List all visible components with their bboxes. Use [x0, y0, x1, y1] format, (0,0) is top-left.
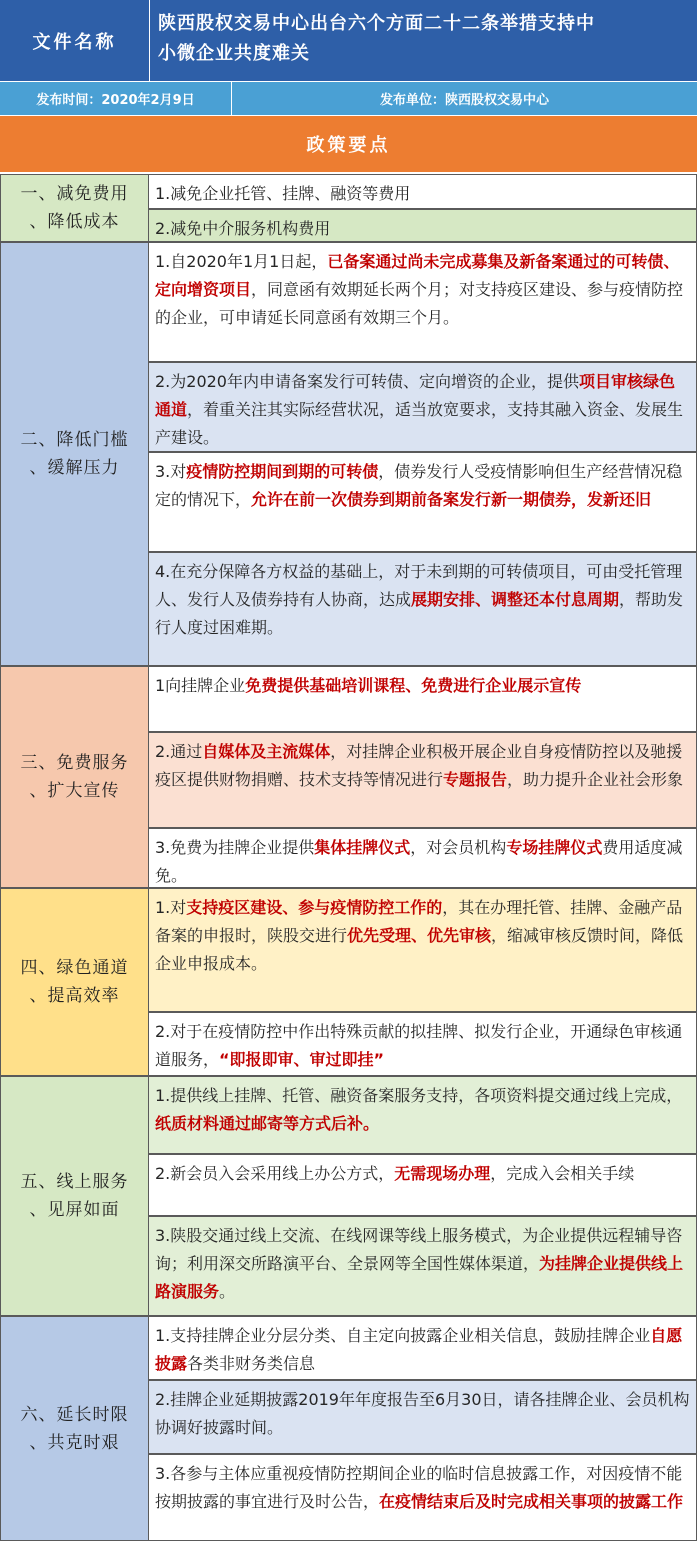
- item-text: 3.免费为挂牌企业提供: [155, 838, 315, 857]
- section-6-item-3: [149, 1454, 697, 1541]
- section-6-label-line-1: 六、延长时限: [20, 1404, 129, 1425]
- item-text: 2.对于在疫情防控中作出特殊贡献的拟挂牌、拟发行企业，开通绿色审核通道服务，: [155, 1022, 683, 1069]
- item-text: 费用适度减免。: [155, 838, 683, 885]
- section-2-item-1: [149, 242, 697, 362]
- item-text: 1.自2020年1月1日起，: [155, 252, 328, 271]
- section-5-item-1: [149, 1076, 697, 1154]
- item-highlight: 疫情防控期间到期的可转债: [186, 462, 379, 481]
- item-highlight: 支持疫区建设、参与疫情防控工作的: [186, 898, 443, 917]
- item-text: ，着重关注其实际经营状况，适当放宽要求，支持其融入资金、发展生产建设。: [155, 400, 684, 447]
- item-text: 2.新会员入会采用线上办公方式，: [155, 1164, 395, 1183]
- item-highlight: 无需现场办理: [394, 1164, 491, 1183]
- section-3-label-line-2: 、扩大宣传: [29, 781, 120, 801]
- section-5-item-3: [149, 1216, 697, 1316]
- item-highlight: 专场挂牌仪式: [506, 838, 603, 857]
- item-text: 1.对: [155, 898, 187, 917]
- item-text: 4.在充分保障各方权益的基础上，对于未到期的可转债项目，可由受托管理人、发行人及债券持有人协商，达成: [155, 562, 683, 609]
- item-highlight: 集体挂牌仪式: [314, 838, 411, 857]
- section-5-item-2: [149, 1154, 697, 1216]
- section-1-label-line-2: 、降低成本: [29, 212, 120, 232]
- section-4-label-line-1: 四、绿色通道: [20, 958, 129, 978]
- item-highlight: 已备案通过尚未完成募集及新备案通过的可转债、定向增资项目: [155, 252, 680, 299]
- publish-date: [0, 82, 232, 116]
- item-highlight: 免费提供基础培训课程、免费进行企业展示宣传: [245, 676, 582, 695]
- item-text: ，助力提升企业社会形象: [507, 770, 684, 789]
- file-name-label: [0, 0, 150, 82]
- item-text: ，对挂牌企业积极开展企业自身疫情防控以及驰援疫区提供财物捐赠、技术支持等情况进行: [155, 742, 683, 789]
- item-text: 1.提供线上挂牌、托管、融资备案服务支持，各项资料提交通过线上完成，: [155, 1086, 683, 1105]
- section-5-label-line-2: 、见屏如面: [29, 1200, 120, 1220]
- item-text: ，对会员机构: [410, 838, 507, 857]
- publish-date-text: 发布时间：2020年2月9日: [36, 93, 195, 108]
- item-text: ，帮助发行人度过困难期。: [155, 590, 684, 637]
- item-highlight: 专题报告: [443, 770, 508, 789]
- item-text: 2.通过: [155, 742, 203, 761]
- section-3-item-3: [149, 828, 697, 888]
- section-4-item-1: [149, 888, 697, 1012]
- section-2-item-2: [149, 362, 697, 452]
- section-3-label: [0, 666, 149, 888]
- section-6-item-2: [149, 1380, 697, 1454]
- section-2-label: [0, 242, 149, 666]
- item-highlight: 优先受理、优先审核: [347, 926, 492, 945]
- item-highlight: 为挂牌企业提供线上路演服务: [155, 1254, 684, 1301]
- section-6-item-1: [149, 1316, 697, 1380]
- policy-points-header-text: 政策要点: [306, 135, 391, 156]
- section-3-item-1: [149, 666, 697, 732]
- item-text: ，同意函有效期延长两个月；对支持疫区建设、参与疫情防控的企业，可申请延长同意函有效期三个月。: [155, 280, 684, 327]
- item-text: 2.减免中介服务机构费用: [155, 219, 331, 238]
- policy-points-header: [0, 116, 697, 174]
- item-text: 3.各参与主体应重视疫情防控期间企业的临时信息披露工作，对因疫情不能按期披露的事宜进行及时公告，: [155, 1464, 683, 1511]
- item-highlight: 允许在前一次债券到期前备案发行新一期债券，发新还旧: [251, 490, 652, 509]
- section-4-item-2: [149, 1012, 697, 1076]
- section-2-item-4: [149, 552, 697, 666]
- section-5-label-line-1: 五、线上服务: [20, 1172, 129, 1192]
- item-text: 1向挂牌企业: [155, 676, 246, 695]
- item-highlight: 自愿披露: [155, 1326, 683, 1373]
- item-text: ，完成入会相关手续: [490, 1164, 635, 1183]
- item-text: 1.减免企业托管、挂牌、融资等费用: [155, 184, 411, 203]
- item-text: 2.挂牌企业延期披露2019年年度报告至6月30日，请各挂牌企业、会员机构协调好披露时间。: [155, 1390, 690, 1437]
- section-4-label: [0, 888, 149, 1076]
- item-highlight: 展期安排、调整还本付息周期: [411, 590, 620, 609]
- section-3-item-2: [149, 732, 697, 828]
- item-highlight: 纸质材料通过邮寄等方式后补。: [155, 1114, 380, 1133]
- item-text: 1.支持挂牌企业分层分类、自主定向披露企业相关信息，鼓励挂牌企业: [155, 1326, 651, 1345]
- item-text: 2.为2020年内申请备案发行可转债、定向增资的企业，提供: [155, 372, 579, 391]
- document-title-line-2: 小微企业共度难关: [158, 43, 310, 64]
- section-2-label-line-2: 、缓解压力: [29, 458, 120, 478]
- section-5-label: [0, 1076, 149, 1316]
- section-1-item-1: [149, 174, 697, 209]
- item-text: ，缩减审核反馈时间，降低企业申报成本。: [155, 926, 684, 973]
- section-1-item-2: [149, 209, 697, 242]
- item-text: ，其在办理托管、挂牌、金融产品备案的申报时，陕股交进行: [155, 898, 683, 945]
- item-text: ，债券发行人受疫情影响但生产经营情况稳定的情况下，: [155, 462, 683, 509]
- section-4-label-line-2: 、提高效率: [29, 986, 120, 1006]
- item-text: 3.陕股交通过线上交流、在线网课等线上服务模式，为企业提供远程辅导咨询；利用深交所路演平台、全景网等全国性媒体渠道，: [155, 1226, 683, 1273]
- section-6-label: [0, 1316, 149, 1541]
- item-highlight: 自媒体及主流媒体: [202, 742, 331, 761]
- section-1-label: [0, 174, 149, 242]
- file-name-label-text: 文件名称: [32, 31, 117, 53]
- section-3-label-line-1: 三、免费服务: [20, 753, 129, 773]
- document-title: [150, 0, 697, 82]
- item-highlight: 在疫情结束后及时完成相关事项的披露工作: [379, 1492, 684, 1511]
- publisher: [232, 82, 697, 116]
- document-title-line-1: 陕西股权交易中心出台六个方面二十二条举措支持中: [158, 13, 595, 34]
- item-text: 。: [219, 1282, 236, 1301]
- item-highlight: “即报即审、审过即挂”: [219, 1050, 385, 1069]
- section-2-label-line-1: 二、降低门槛: [20, 430, 129, 450]
- item-highlight: 项目审核绿色通道: [155, 372, 676, 419]
- section-6-label-line-2: 、共克时艰: [29, 1432, 120, 1453]
- section-2-item-3: [149, 452, 697, 552]
- publisher-text: 发布单位：陕西股权交易中心: [379, 93, 549, 108]
- item-text: 各类非财务类信息: [187, 1354, 316, 1373]
- section-1-label-line-1: 一、减免费用: [20, 184, 129, 204]
- item-text: 3.对: [155, 462, 187, 481]
